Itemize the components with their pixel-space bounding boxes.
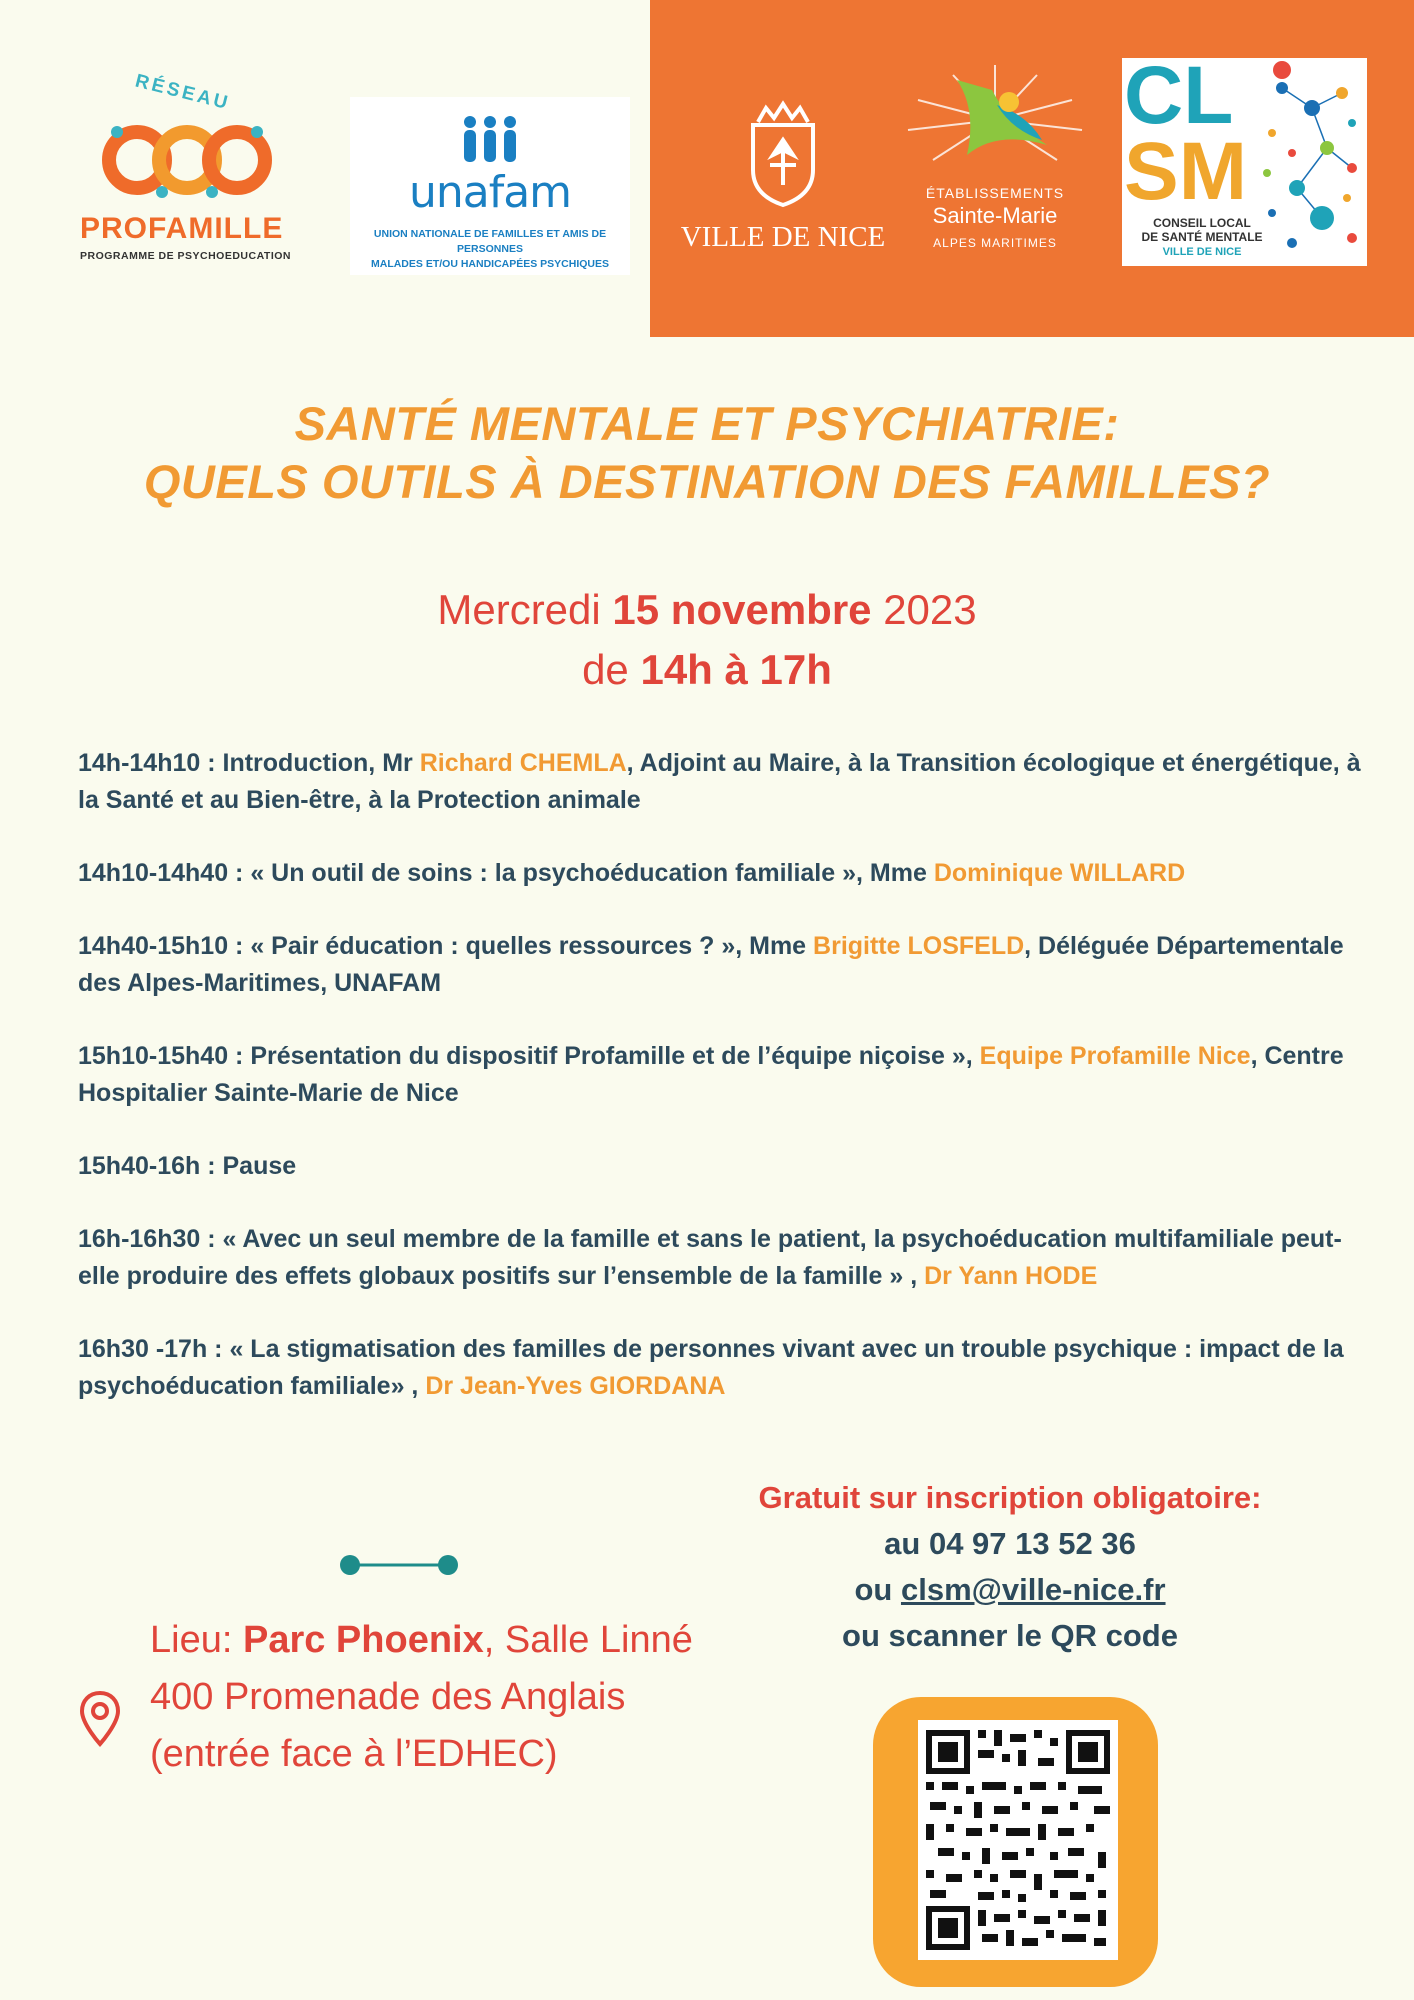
- registration-headline: Gratuit sur inscription obligatoire:: [758, 1480, 1262, 1515]
- sainte-marie-line1: ÉTABLISSEMENTS: [925, 185, 1065, 201]
- program-list: [78, 745, 1383, 1441]
- qr-code-icon: [918, 1720, 1118, 1960]
- event-date-line1: [0, 580, 1414, 640]
- event-weekday: Mercredi: [437, 586, 601, 633]
- program-item: [78, 1148, 1383, 1185]
- clsm-subtitle-line1: CONSEIL LOCAL: [1153, 216, 1251, 230]
- location-line1: [150, 1612, 693, 1669]
- event-date: [0, 580, 1414, 700]
- location-address: 400 Promenade des Anglais: [150, 1676, 626, 1718]
- ville-de-nice-text: VILLE DE NICE: [680, 221, 886, 253]
- registration-email-prefix: ou: [854, 1572, 901, 1607]
- program-speaker: Equipe Profamille Nice: [979, 1042, 1251, 1070]
- location-place: Parc Phoenix: [242, 1619, 484, 1661]
- location-label: Lieu:: [150, 1619, 243, 1661]
- registration-qr-line: ou scanner le QR code: [842, 1618, 1178, 1653]
- program-speaker: Richard CHEMLA: [419, 749, 627, 777]
- program-speaker: Brigitte LOSFELD: [813, 932, 1025, 960]
- profamille-rings-icon: [97, 110, 277, 210]
- program-speaker: Dr Jean-Yves GIORDANA: [425, 1372, 726, 1400]
- program-item-details: , Déléguée Départementale des Alpes-Maritimes, UNAFAM: [78, 932, 1344, 997]
- nice-crest-icon: [738, 100, 828, 210]
- unafam-subtitle-line2: MALADES ET/OU HANDICAPÉES PSYCHIQUES: [370, 258, 610, 270]
- qr-code-frame: [873, 1697, 1158, 1987]
- clsm-subtitle-city: VILLE DE NICE: [1162, 246, 1242, 258]
- program-item: [78, 1221, 1383, 1295]
- event-hours-prefix: de: [582, 646, 629, 693]
- sainte-marie-sun-icon: [897, 60, 1093, 180]
- program-item: [78, 855, 1383, 892]
- profamille-name: PROFAMILLE: [80, 212, 284, 245]
- unafam-logo: [350, 97, 630, 275]
- program-item-text: 14h40-15h10 : « Pair éducation : quelles ressources ? », Mme: [78, 932, 814, 960]
- location-note: (entrée face à l’EDHEC): [150, 1733, 558, 1775]
- registration-email-link[interactable]: clsm@ville-nice.fr: [900, 1572, 1166, 1607]
- event-year: 2023: [883, 586, 977, 633]
- event-hours: 14h à 17h: [640, 646, 832, 693]
- program-item-text: 15h10-15h40 : Présentation du dispositif Profamille et de l’équipe niçoise »,: [78, 1042, 980, 1070]
- program-item-text: 14h-14h10 : Introduction, Mr: [78, 749, 420, 777]
- ville-de-nice-logo: [678, 100, 888, 260]
- program-item-text: 16h-16h30 : « Avec un seul membre de la famille et sans le patient, la psychoéducation multifamiliale peut-elle produire des effets globaux positifs sur l’ensemble de la famille » ,: [78, 1225, 1342, 1290]
- clsm-letters-top: CL: [1124, 50, 1234, 141]
- sainte-marie-line2: Sainte-Marie: [932, 203, 1058, 228]
- event-title: [0, 395, 1414, 511]
- qr-code[interactable]: [918, 1720, 1118, 1960]
- unafam-subtitle-line1: UNION NATIONALE DE FAMILLES ET AMIS DE PERSONNES: [373, 228, 607, 255]
- unafam-subtitle: [350, 227, 630, 272]
- clsm-letters-row2: [1124, 126, 1247, 217]
- event-title-line1: SANTÉ MENTALE ET PSYCHIATRIE:: [294, 397, 1120, 450]
- registration-phone: au 04 97 13 52 36: [884, 1526, 1136, 1561]
- clsm-letters-row1: [1124, 50, 1247, 141]
- registration-info: [700, 1475, 1320, 1659]
- location-room: , Salle Linné: [483, 1619, 693, 1661]
- connector-dots-icon: [338, 1553, 460, 1577]
- clsm-subtitle-line2: DE SANTÉ MENTALE: [1141, 230, 1263, 244]
- event-title-line2: QUELS OUTILS À DESTINATION DES FAMILLES?: [143, 455, 1271, 508]
- event-day-month: 15 novembre: [612, 586, 872, 633]
- program-item-details: , Adjoint au Maire, à la Transition écologique et énergétique, à la Santé et au Bien-être, à la Protection animale: [78, 749, 1361, 814]
- clsm-letters-bottom: SM: [1124, 126, 1247, 217]
- program-speaker: Dr Yann HODE: [924, 1262, 1098, 1290]
- registration-email-line: [700, 1567, 1320, 1613]
- unafam-name: unafam: [408, 167, 572, 218]
- profamille-subtitle: PROGRAMME DE PSYCHOEDUCATION: [80, 250, 291, 262]
- program-item-text: 15h40-16h : Pause: [78, 1152, 297, 1180]
- program-item-text: 14h10-14h40 : « Un outil de soins : la psychoéducation familiale », Mme: [78, 859, 934, 887]
- program-item: [78, 928, 1383, 1002]
- unafam-people-icon: [460, 115, 520, 165]
- clsm-logo: [1122, 50, 1367, 266]
- profamille-reseau-text: RÉSEAU: [133, 70, 233, 115]
- sainte-marie-logo: [895, 60, 1095, 260]
- profamille-logo: [72, 70, 302, 272]
- event-date-line2: [0, 640, 1414, 700]
- clsm-subtitle: [1122, 216, 1282, 244]
- location-pin-icon: [78, 1690, 122, 1748]
- sainte-marie-line3: ALPES MARITIMES: [933, 236, 1057, 250]
- program-item-text: 16h30 -17h : « La stigmatisation des familles de personnes vivant avec un trouble psychique : impact de la psychoéducation familiale» ,: [78, 1335, 1344, 1400]
- program-item: [78, 745, 1383, 819]
- clsm-letters: [1124, 50, 1247, 217]
- program-item: [78, 1038, 1383, 1112]
- program-item-details: , Centre Hospitalier Sainte-Marie de Nice: [78, 1042, 1344, 1107]
- program-item: [78, 1331, 1383, 1405]
- event-location: [150, 1612, 693, 1783]
- program-speaker: Dominique WILLARD: [933, 859, 1186, 887]
